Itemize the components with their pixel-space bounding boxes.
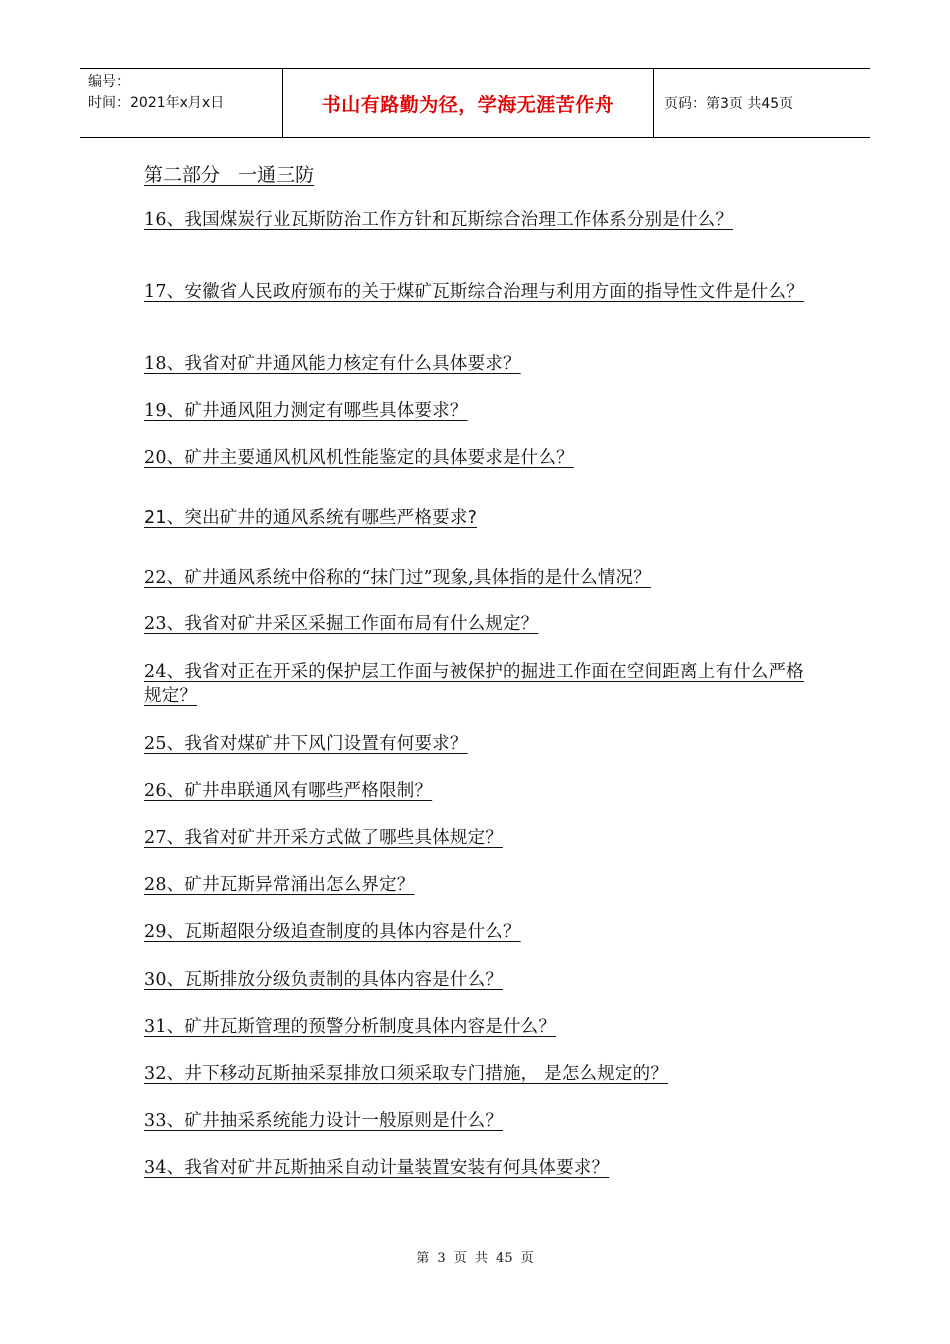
question-20: 20、矿井主要通风机风机性能鉴定的具体要求是什么？ bbox=[144, 448, 574, 468]
page-label: 页码：第3页 共45页 bbox=[664, 96, 794, 112]
question-30: 30、瓦斯排放分级负责制的具体内容是什么？ bbox=[144, 970, 503, 990]
question-31: 31、矿井瓦斯管理的预警分析制度具体内容是什么？ bbox=[144, 1017, 557, 1037]
page-footer: 第 3 页 共 45 页 bbox=[416, 1251, 534, 1266]
header-left bbox=[80, 69, 282, 137]
question-27: 27、我省对矿井开采方式做了哪些具体规定？ bbox=[144, 828, 503, 848]
question-17: 17、安徽省人民政府颁布的关于煤矿瓦斯综合治理与利用方面的指导性文件是什么？ bbox=[144, 282, 804, 302]
question-34: 34、我省对矿井瓦斯抽采自动计量装置安装有何具体要求？ bbox=[144, 1158, 610, 1178]
section-title: 第二部分 一通三防 bbox=[144, 164, 315, 186]
time-label: 时间：2021年x月x日 bbox=[88, 95, 225, 111]
question-19: 19、矿井通风阻力测定有哪些具体要求？ bbox=[144, 401, 468, 421]
question-26: 26、矿井串联通风有哪些严格限制？ bbox=[144, 781, 433, 801]
number-label: 编号： bbox=[88, 74, 130, 90]
page-header bbox=[80, 68, 870, 138]
question-25: 25、我省对煤矿井下风门设置有何要求？ bbox=[144, 734, 468, 754]
question-33: 33、矿井抽采系统能力设计一般原则是什么？ bbox=[144, 1111, 503, 1131]
question-16: 16、我国煤炭行业瓦斯防治工作方针和瓦斯综合治理工作体系分别是什么？ bbox=[144, 210, 734, 230]
question-23: 23、我省对矿井采区采掘工作面布局有什么规定？ bbox=[144, 614, 539, 634]
question-18: 18、我省对矿井通风能力核定有什么具体要求？ bbox=[144, 354, 521, 374]
question-29: 29、瓦斯超限分级追查制度的具体内容是什么？ bbox=[144, 922, 521, 942]
motto: 书山有路勤为径，学海无涯苦作舟 bbox=[282, 69, 654, 137]
question-32: 32、井下移动瓦斯抽采泵排放口须采取专门措施， 是怎么规定的？ bbox=[144, 1064, 669, 1084]
question-24: 24、我省对正在开采的保护层工作面与被保护的掘进工作面在空间距离上有什么严格规定？ bbox=[144, 662, 804, 706]
question-22: 22、矿井通风系统中俗称的“抹门过”现象,具体指的是什么情况？ bbox=[144, 568, 651, 588]
question-21: 21、突出矿井的通风系统有哪些严格要求? bbox=[144, 508, 478, 528]
question-28: 28、矿井瓦斯异常涌出怎么界定？ bbox=[144, 875, 415, 895]
